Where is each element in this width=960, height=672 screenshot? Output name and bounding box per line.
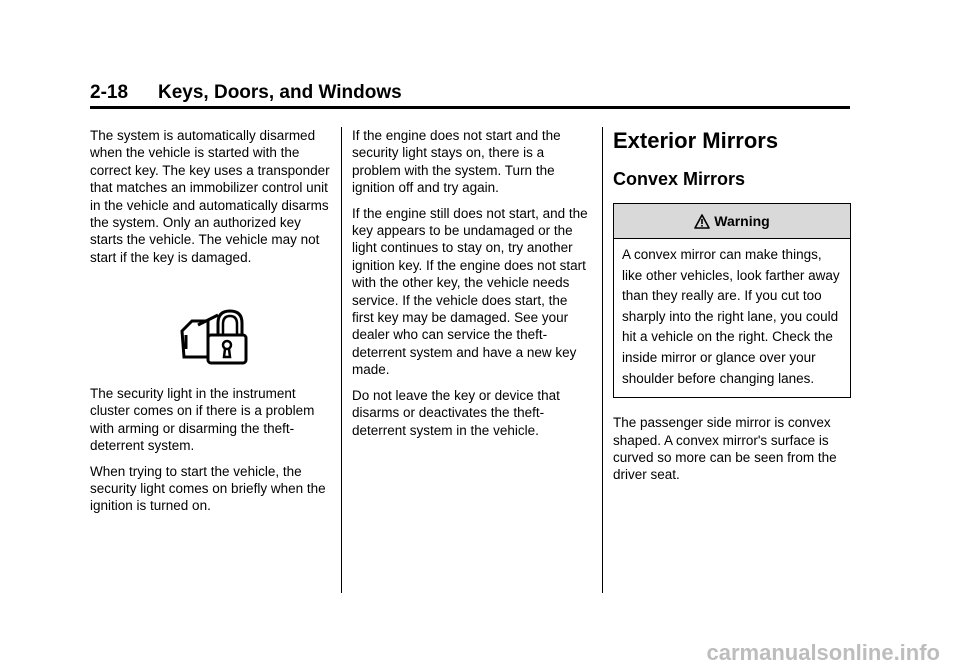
warning-box [613, 203, 851, 398]
page-header [90, 80, 850, 109]
warning-title: Warning [714, 213, 770, 229]
body-paragraph: Do not leave the key or device that disarms or deactivates the theft-deterrent system in the vehicle. [352, 387, 560, 438]
page-number: 2-18 [90, 82, 129, 103]
section-title: Keys, Doors, and Windows [158, 82, 402, 103]
watermark-logo: carmanualsonline.info [706, 640, 940, 665]
body-paragraph: The security light in the instrument cluster comes on if there is a problem with arming or disarming the theft-deterrent system. [90, 386, 315, 454]
column-right [613, 127, 853, 492]
body-paragraph: The passenger side mirror is convex shaped. A convex mirror's surface is curved so more can be seen from the driver seat. [613, 415, 837, 483]
section-heading: Exterior Mirrors [613, 128, 779, 153]
body-paragraph: The system is automatically disarmed when the vehicle is started with the correct key. The key uses a transponder that matches an immobilizer control unit in the vehicle and automatically disarms the system. Only an authorized key starts the vehicle. The vehicle may not start if the key is damaged. [90, 128, 330, 265]
security-light-lock-icon [178, 307, 248, 365]
warning-header [614, 204, 850, 239]
column-left-lower [90, 385, 330, 523]
column-left [90, 127, 330, 274]
column-divider [602, 127, 603, 593]
warning-triangle-icon [694, 214, 710, 229]
body-paragraph: When trying to start the vehicle, the security light comes on briefly when the ignition is turned on. [90, 463, 326, 514]
body-paragraph: If the engine does not start and the security light stays on, there is a problem with the system. Turn the ignition off and try again. [352, 128, 561, 196]
column-middle [352, 127, 592, 447]
warning-text: A convex mirror can make things, like other vehicles, look farther away than they really are. If you cut too sharply into the right lane, you could hit a vehicle on the right. Check the inside mirror or glance over your shoulder before changing lanes. [622, 247, 840, 386]
body-paragraph: If the engine still does not start, and the key appears to be undamaged or the light continues to stay on, try another ignition key. If the engine does not start with the other key, the vehicle needs service. If the vehicle does start, the first key may be damaged. See your dealer who can service the theft-deterrent system and have a new key made. [352, 205, 588, 378]
column-divider [341, 127, 342, 593]
subsection-heading: Convex Mirrors [613, 169, 746, 189]
